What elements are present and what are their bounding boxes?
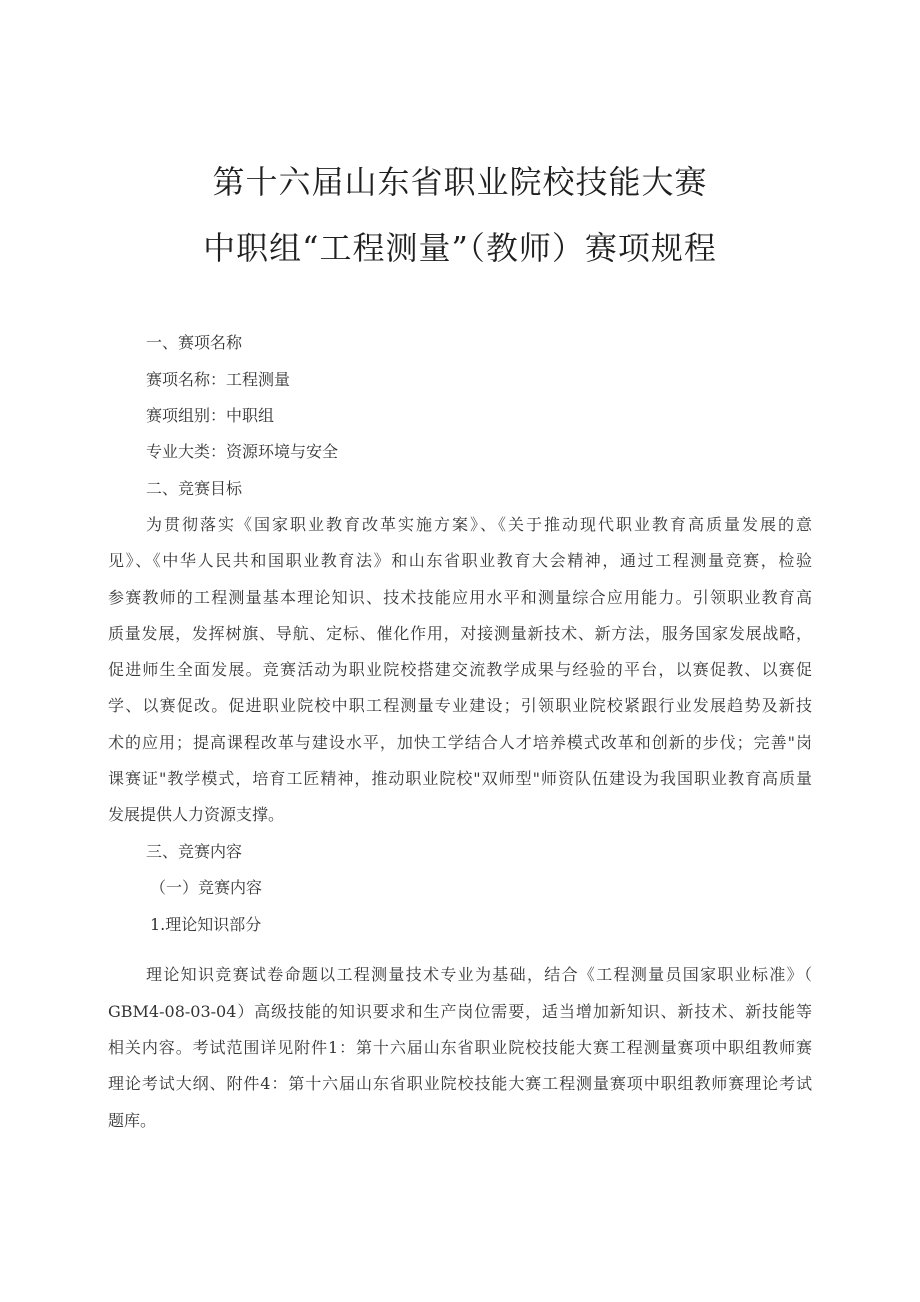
section-1-heading: 一、赛项名称 <box>146 333 243 352</box>
subsection-1-heading: （一）竞赛内容 <box>150 878 263 897</box>
goal-paragraph-line: 参赛教师的工程测量基本理论知识、技术技能应用水平和测量综合应用能力。引领职业教育高 <box>108 588 812 607</box>
goal-paragraph-line: 质量发展，发挥树旗、导航、定标、催化作用，对接测量新技术、新方法，服务国家发展战略， <box>108 624 812 643</box>
event-group-line: 赛项组别：中职组 <box>146 406 275 425</box>
goal-paragraph-line: 为贯彻落实《国家职业教育改革实施方案》、《关于推动现代职业教育高质量发展的意 <box>146 515 812 534</box>
title-line-2: 中职组“工程测量”（教师）赛项规程 <box>203 229 717 267</box>
theory-paragraph-line: 理论考试大纲、附件4：第十六届山东省职业院校技能大赛工程测量赛项中职组教师赛理论考试 <box>108 1074 812 1093</box>
goal-paragraph-line: 术的应用；提高课程改革与建设水平，加快工学结合人才培养模式改革和创新的步伐；完善"岗 <box>108 733 812 752</box>
theory-paragraph-line: 相关内容。考试范围详见附件1：第十六届山东省职业院校技能大赛工程测量赛项中职组教师赛 <box>108 1038 812 1057</box>
goal-paragraph-line: 课赛证"教学模式，培育工匠精神，推动职业院校"双师型"师资队伍建设为我国职业教育高质量 <box>108 769 812 788</box>
theory-paragraph-line: GBM4-08-03-04）高级技能的知识要求和生产岗位需要，适当增加新知识、新技术、新技能等 <box>108 1002 812 1021</box>
goal-paragraph-line: 发展提供人力资源支撑。 <box>108 805 285 824</box>
goal-paragraph-line: 促进师生全面发展。竞赛活动为职业院校搭建交流教学成果与经验的平台，以赛促教、以赛促 <box>108 660 812 679</box>
title-line-1: 第十六届山东省职业院校技能大赛 <box>212 163 708 201</box>
theory-paragraph-line: 题库。 <box>108 1111 157 1130</box>
theory-paragraph-line: 理论知识竞赛试卷命题以工程测量技术专业为基础，结合《工程测量员国家职业标准》（ <box>146 965 812 984</box>
item-1-heading: 1.理论知识部分 <box>150 915 262 934</box>
section-3-heading: 三、竞赛内容 <box>146 842 243 861</box>
goal-paragraph-line: 见》、《中华人民共和国职业教育法》和山东省职业教育大会精神，通过工程测量竞赛，检验 <box>108 551 812 570</box>
event-name-line: 赛项名称：工程测量 <box>146 370 291 389</box>
goal-paragraph-line: 学、以赛促改。促进职业院校中职工程测量专业建设；引领职业院校紧跟行业发展趋势及新技 <box>108 696 812 715</box>
section-2-heading: 二、竞赛目标 <box>146 479 243 498</box>
event-category-line: 专业大类：资源环境与安全 <box>146 442 339 461</box>
